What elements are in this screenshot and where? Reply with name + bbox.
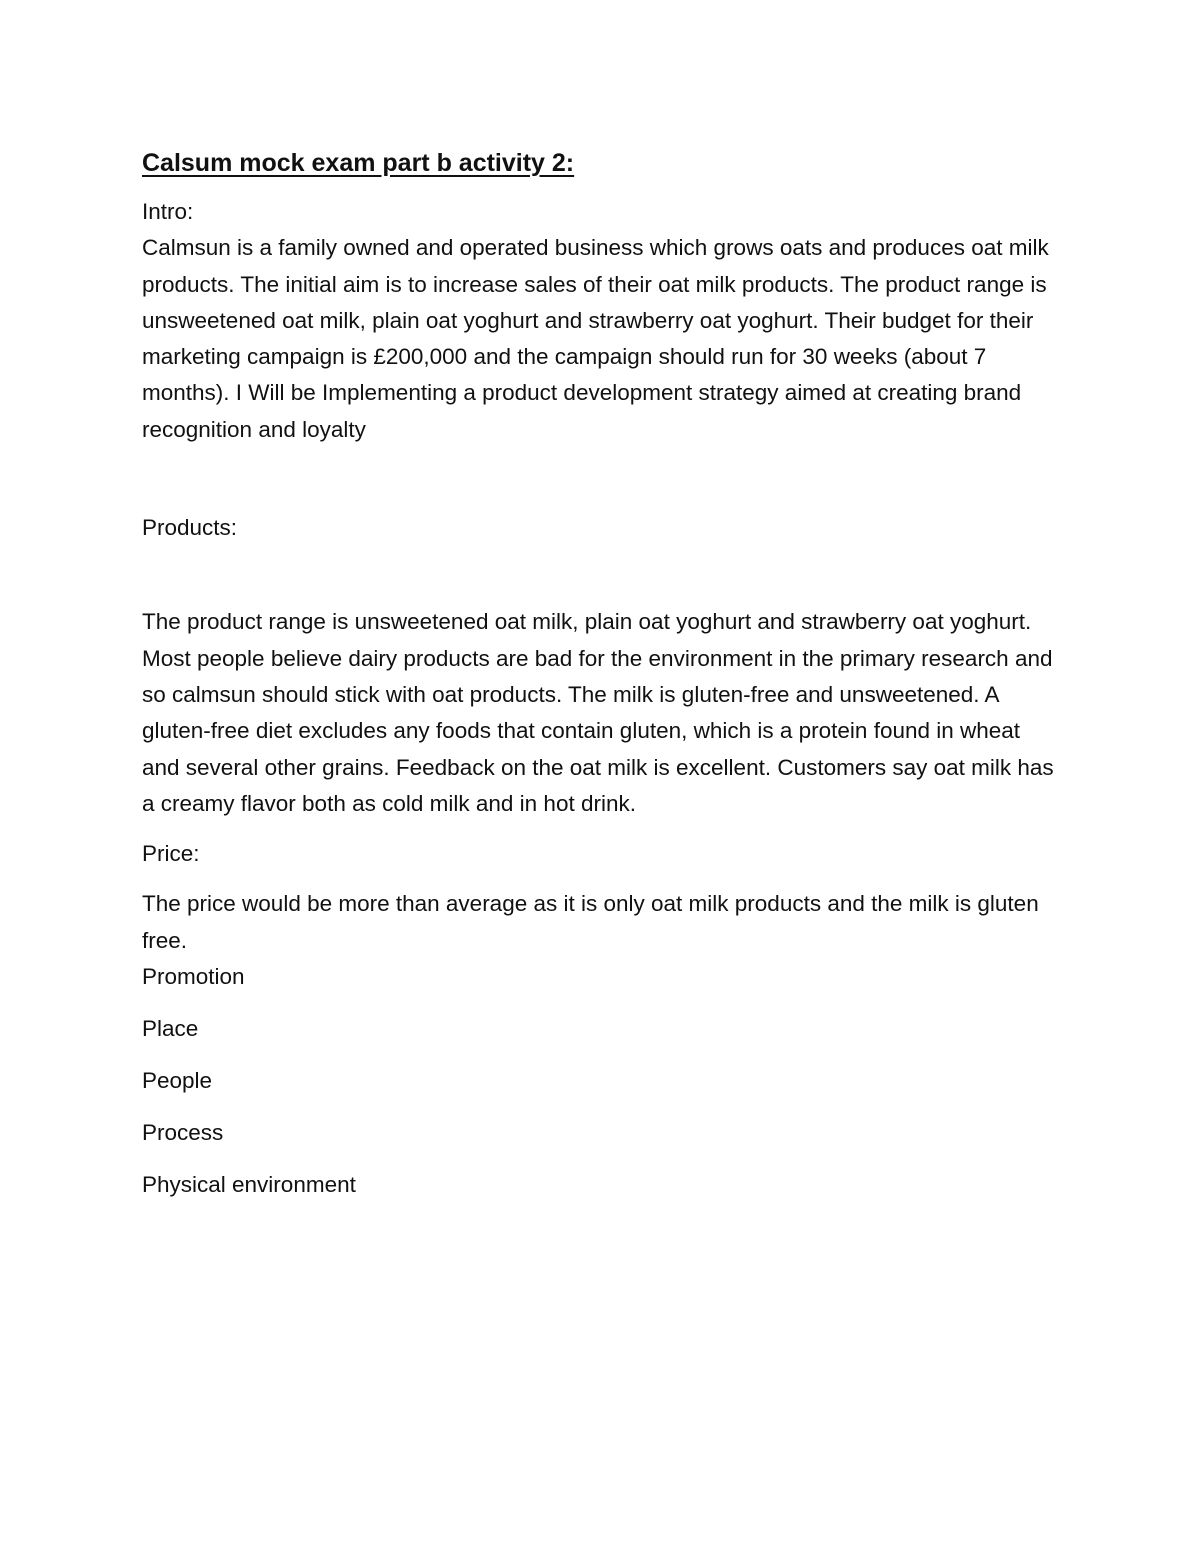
document-content (142, 146, 1062, 1203)
heading-people: People (142, 1068, 213, 1094)
heading-process: Process (142, 1120, 224, 1146)
intro-paragraph: Calmsun is a family owned and operated business which grows oats and produces oat milk products. The initial aim is to increase sales of their oat milk products. The product range is unsweetened oat milk, plain oat yoghurt and strawberry oat yoghurt. Their budget for their marketing campaign is £200,000 and the campaign should run for 30 weeks (about 7 months). I Will be Implementing a product development strategy aimed at creating brand recognition and loyalty (142, 235, 1049, 442)
intro-label: Intro: (142, 199, 194, 224)
products-label: Products: (142, 515, 238, 541)
products-paragraph: The product range is unsweetened oat milk, plain oat yoghurt and strawberry oat yoghurt. Most people believe dairy products are bad for the environment in the primary research and so calmsun should stick with oat products. The milk is gluten-free and unsweetened. A gluten-free diet excludes any foods that contain gluten, which is a protein found in wheat and several other grains. Feedback on the oat milk is excellent. Customers say oat milk has a creamy flavor both as cold milk and in hot drink. (142, 609, 1054, 816)
heading-physical-environment: Physical environment (142, 1172, 356, 1198)
price-paragraph: The price would be more than average as it is only oat milk products and the milk is gluten free. (142, 891, 1039, 953)
heading-place: Place (142, 1016, 199, 1042)
heading-promotion: Promotion (142, 964, 245, 990)
price-label: Price: (142, 841, 200, 867)
document-title: Calsum mock exam part b activity 2: (142, 149, 575, 177)
